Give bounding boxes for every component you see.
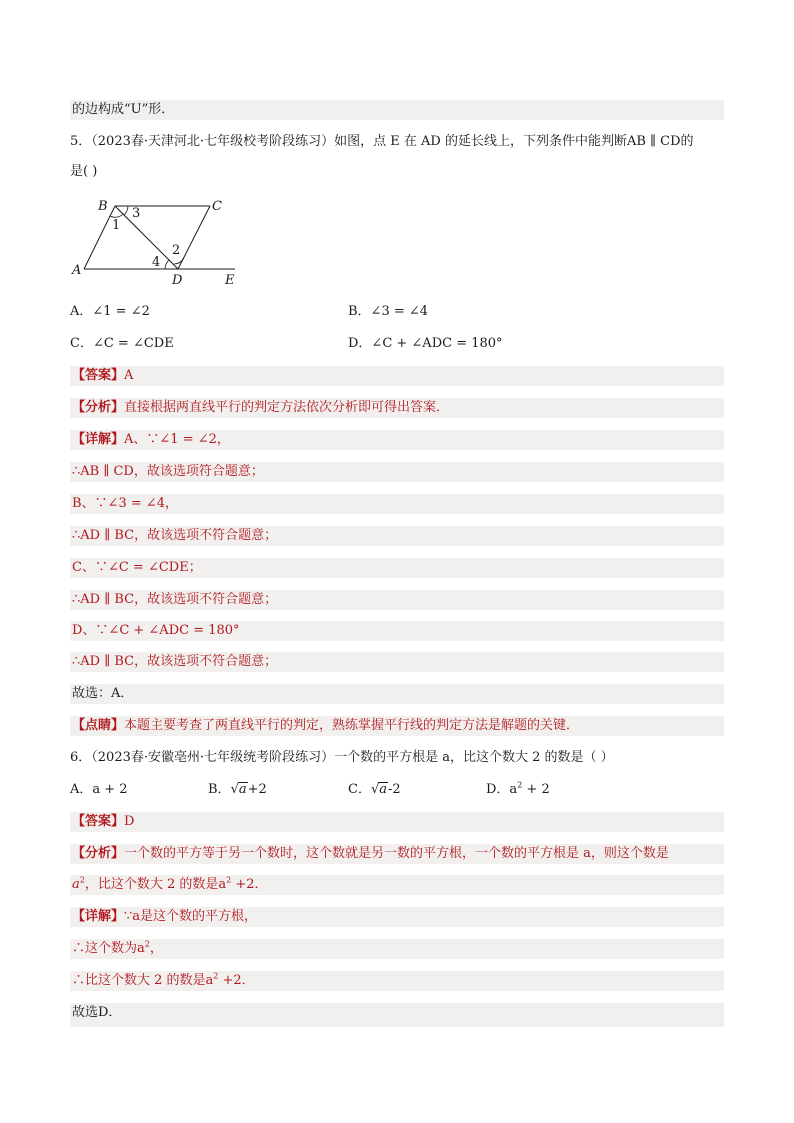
detail-text: ∵a是这个数的平方根， [124,909,258,924]
continued-text-line: 的边构成“U”形． [72,102,175,117]
detail-label: 【详解】 [72,909,125,924]
q5-option-c: C．∠C = ∠CDE [70,336,174,351]
analysis-label: 【分析】 [72,846,125,861]
detail-label: 【详解】 [72,432,125,447]
option-prefix: B． [208,782,231,797]
q6-option-b: B．√a+2 [208,782,267,797]
q6-analysis [70,844,724,864]
q6-analysis-line2 [70,875,724,895]
q5-detail-line: D、∵∠C + ∠ADC = 180° [70,621,724,641]
q5-stem-line2: 是( ) [70,164,98,179]
detail-end: +2． [218,973,255,988]
label-d: D [172,273,183,288]
label-2: 2 [172,243,181,258]
q5-detail [70,430,724,450]
label-3: 3 [132,206,141,221]
comment-label: 【点睛】 [72,718,125,733]
analysis-label: 【分析】 [72,400,125,415]
math-a: a [72,877,80,892]
q5-stem-line1: 5．（2023春·天津河北·七年级校考阶段练习）如图，点 E 在 AD 的延长线上，下列条件中能判断AB ∥ CD的 [70,134,694,149]
radicand: a [379,782,388,797]
q5-detail-line: C、∵∠C = ∠CDE； [70,558,724,578]
option-suffix: + 2 [522,782,550,797]
q6-final-choice: 故选D． [70,1003,724,1027]
q5-option-a: A．∠1 = ∠2 [70,304,150,319]
q6-detail-line2 [70,939,724,959]
exponent: 2 [517,780,523,790]
q5-detail-line: ∴AD ∥ BC，故该选项不符合题意； [70,590,724,610]
angle-arc-1 [110,214,123,217]
q5-detail-line: ∴AD ∥ BC，故该选项不符合题意； [70,652,724,672]
answer-label: 【答案】 [72,368,125,383]
exponent: 2 [213,971,219,981]
comment-text: 本题主要考查了两直线平行的判定，熟练掌握平行线的判定方法是解题的关键． [124,718,580,733]
q5-analysis [70,398,724,418]
q6-option-c: C．√a-2 [348,782,401,797]
detail-end: ， [149,941,163,956]
exponent: 2 [79,875,85,885]
label-e: E [225,273,235,288]
q6-detail-line3 [70,971,724,991]
q6-option-d [486,780,550,800]
q5-figure [70,194,250,290]
detail-text: ∴这个数为a [72,941,145,956]
label-1: 1 [112,218,121,233]
q5-final-choice: 故选：A． [70,684,724,704]
analysis-text: 直接根据两直线平行的判定方法依次分析即可得出答案． [124,400,450,415]
q5-option-b: B．∠3 = ∠4 [348,304,429,319]
answer-label: 【答案】 [72,814,125,829]
angle-arc-3 [124,206,128,215]
detail-text: A、∵∠1 = ∠2， [124,432,230,447]
label-b: B [98,199,108,214]
detail-text: ∴比这个数大 2 的数是a [72,973,214,988]
exponent: 2 [144,939,150,949]
q5-answer [70,366,724,386]
label-c: C [212,199,222,214]
q5-detail-line: ∴AB ∥ CD，故该选项符合题意； [70,462,724,482]
angle-arc-4 [165,260,169,269]
q6-option-a: A．a + 2 [70,782,128,797]
option-suffix: -2 [388,782,401,797]
q6-answer [70,812,724,832]
option-suffix: +2 [247,782,267,797]
q5-option-d: D．∠C + ∠ADC = 180° [348,336,503,351]
q5-comment [70,716,724,736]
option-prefix: C． [348,782,371,797]
continued-text [70,100,724,120]
analysis-end: +2． [231,877,268,892]
segment-bd [115,206,181,269]
exponent: 2 [226,875,232,885]
analysis-text: 一个数的平方等于另一个数时，这个数就是另一数的平方根，一个数的平方根是 a，则这个数是 [124,846,669,861]
q6-detail [70,907,724,927]
answer-value: A [124,368,134,383]
label-4: 4 [152,255,161,270]
q5-detail-line: ∴AD ∥ BC，故该选项不符合题意； [70,526,724,546]
option-prefix: D．a [486,782,518,797]
answer-value: D [124,814,135,829]
q6-stem: 6．（2023春·安徽亳州·七年级统考阶段练习）一个数的平方根是 a，比这个数大 2 的数是（ ） [70,750,614,765]
q5-detail-line: B、∵∠3 = ∠4， [70,494,724,514]
label-a: A [72,263,82,278]
segment-ba [84,206,115,269]
radicand: a [238,782,247,797]
analysis-mid: ，比这个数大 2 的数是a [84,877,227,892]
